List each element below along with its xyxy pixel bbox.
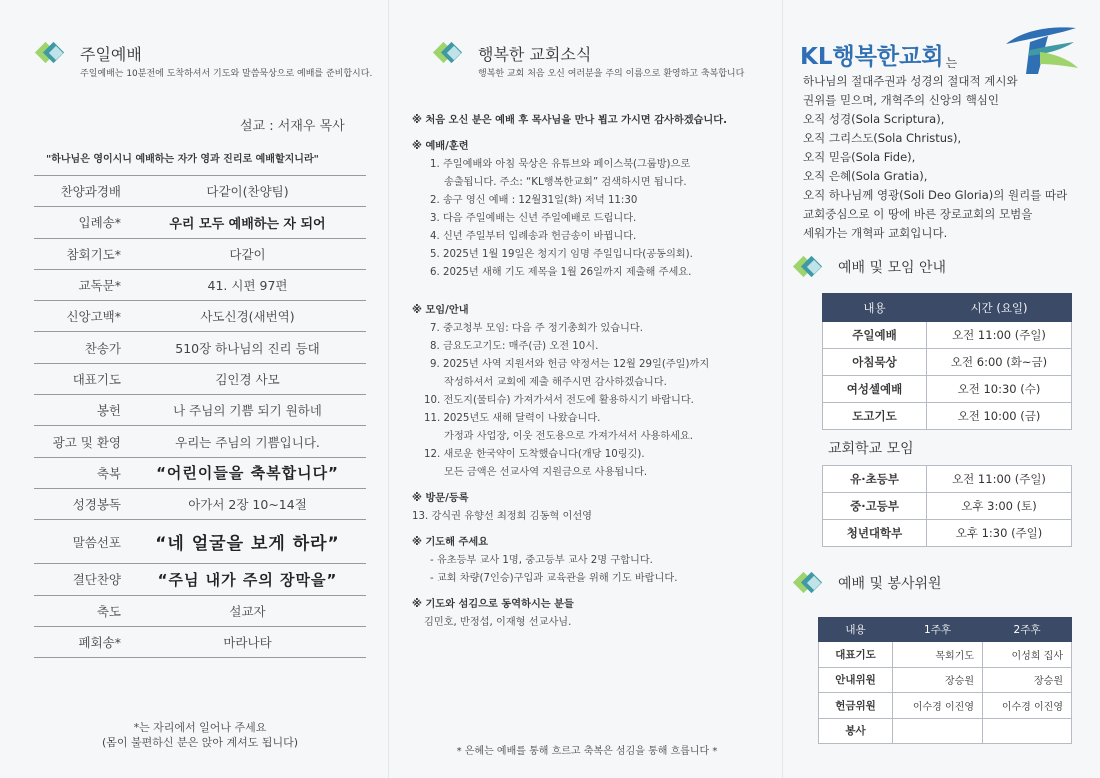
sunday-worship-header bbox=[36, 40, 142, 66]
news-item: 5. 2025년 1월 19일은 청지기 임명 주일입니다(공동의회). bbox=[430, 249, 693, 260]
order-value: 아가서 2장 10~14절 bbox=[188, 497, 307, 513]
order-value: “어린이들을 축복합니다” bbox=[156, 464, 339, 483]
creed-line: 오직 그리스도(Sola Christus), bbox=[803, 131, 962, 145]
visit-heading: ※ 방문/등록 bbox=[412, 493, 469, 504]
table-row bbox=[819, 718, 1072, 744]
order-key: 참회기도* bbox=[66, 246, 121, 262]
prayer-item: - 교회 차량(7인승)구입과 교육관을 위해 기도 바랍니다. bbox=[430, 573, 678, 584]
welcome-note: ※ 처음 오신 분은 예배 후 목사님을 만나 뵙고 가시면 감사하겠습니다. bbox=[412, 115, 727, 126]
guide-time: 오전 10:30 (수) bbox=[927, 376, 1072, 403]
mission-heading: ※ 기도와 섬김으로 동역하시는 분들 bbox=[412, 599, 574, 610]
order-key: 축복 bbox=[96, 465, 121, 481]
creed-line: 교회중심으로 이 땅에 바른 장로교회의 모범을 bbox=[803, 207, 1033, 221]
order-row bbox=[34, 269, 366, 300]
news-item: 13. 강식권 유향선 최정희 김동혁 이선영 bbox=[412, 511, 593, 522]
news-item: 9. 2025년 사역 지원서와 헌금 약정서는 12월 29일(주일)까지 bbox=[430, 359, 710, 370]
table-row bbox=[823, 466, 1072, 493]
order-value: 510장 하나님의 진리 등대 bbox=[175, 340, 320, 356]
diamond-icon bbox=[36, 40, 70, 66]
table-row bbox=[819, 693, 1072, 719]
order-row bbox=[34, 520, 366, 564]
order-value: 마라나타 bbox=[223, 635, 272, 650]
creed-line: 오직 하나님께 영광(Soli Deo Gloria)의 원리를 따라 bbox=[803, 188, 1068, 202]
news-item: 4. 신년 주일부터 입례송과 헌금송이 바뀝니다. bbox=[430, 231, 637, 242]
guide-time: 오전 6:00 (화~금) bbox=[927, 349, 1072, 376]
order-key: 신앙고백* bbox=[66, 309, 121, 325]
service-week1: 목회기도 bbox=[893, 642, 983, 668]
school-name: 유·초등부 bbox=[823, 466, 927, 493]
order-key: 찬송가 bbox=[84, 340, 121, 356]
order-row bbox=[34, 564, 366, 595]
order-row bbox=[34, 488, 366, 519]
service-name: 대표기도 bbox=[819, 642, 893, 668]
service-week1 bbox=[893, 718, 983, 744]
guide-time: 오전 11:00 (주일) bbox=[927, 322, 1072, 349]
service-header bbox=[794, 570, 942, 596]
diamond-icon bbox=[434, 40, 468, 66]
worship-guide-title: 예배 및 모임 안내 bbox=[838, 260, 947, 276]
guide-name: 주일예배 bbox=[823, 322, 927, 349]
order-row bbox=[34, 207, 366, 238]
order-row bbox=[34, 176, 366, 207]
order-key: 결단찬양 bbox=[72, 572, 121, 588]
order-row bbox=[34, 595, 366, 626]
order-value: 사도신경(새번역) bbox=[200, 309, 295, 325]
creed-line: 세워가는 개혁파 교회입니다. bbox=[803, 226, 948, 240]
order-row bbox=[34, 457, 366, 488]
order-row bbox=[34, 238, 366, 269]
service-title: 예배 및 봉사위원 bbox=[838, 576, 942, 592]
order-value: 나 주님의 기쁨 되기 원하네 bbox=[173, 403, 322, 419]
church-news-header bbox=[434, 40, 591, 66]
order-value: 김인경 사모 bbox=[215, 371, 280, 387]
fold-line-right bbox=[782, 0, 783, 778]
order-key: 폐회송* bbox=[78, 635, 121, 650]
order-value: 설교자 bbox=[229, 603, 266, 619]
news-item: 10. 전도지(물티슈) 가져가셔서 전도에 활용하시기 바랍니다. bbox=[424, 395, 694, 406]
table-row bbox=[823, 403, 1072, 430]
table-row bbox=[819, 642, 1072, 668]
church-name-text: KL행복한교회 bbox=[800, 44, 944, 70]
table-row bbox=[823, 376, 1072, 403]
service-table bbox=[818, 617, 1072, 744]
creed-line: 하나님의 절대주권과 성경의 절대적 계시와 bbox=[803, 74, 1018, 88]
column-header: 내용 bbox=[819, 618, 893, 642]
school-time: 오전 11:00 (주일) bbox=[927, 466, 1072, 493]
school-time: 오후 1:30 (주일) bbox=[927, 520, 1072, 547]
school-name: 청년대학부 bbox=[823, 520, 927, 547]
order-value: 다같이 bbox=[229, 246, 266, 262]
order-value: 41. 시편 97편 bbox=[207, 278, 288, 294]
order-value: “네 얼굴을 보게 하라” bbox=[155, 534, 340, 555]
service-name: 봉사 bbox=[819, 718, 893, 744]
table-row bbox=[823, 520, 1072, 547]
news-item: 2. 송구 영신 예배 : 12월31일(화) 저녁 11:30 bbox=[430, 195, 638, 206]
creed-line: 오직 은혜(Sola Gratia), bbox=[803, 169, 928, 183]
news-item: 1. 주일예배와 아침 묵상은 유튜브와 페이스북(그룹방)으로 bbox=[430, 159, 691, 170]
service-name: 헌금위원 bbox=[819, 693, 893, 719]
order-row bbox=[34, 395, 366, 426]
service-week2: 이성희 집사 bbox=[983, 642, 1072, 668]
service-week1: 이수경 이진영 bbox=[893, 693, 983, 719]
order-key: 성경봉독 bbox=[72, 497, 121, 513]
order-key: 교독문* bbox=[78, 278, 121, 294]
diamond-icon bbox=[794, 254, 828, 280]
diamond-icon bbox=[794, 570, 828, 596]
sunday-worship-title: 주일예배 bbox=[80, 44, 142, 64]
news-item: 12. 새로운 한국약이 도착했습니다(개당 10링깃). bbox=[424, 449, 645, 460]
order-row bbox=[34, 332, 366, 363]
order-of-worship-table bbox=[34, 175, 366, 658]
service-name: 안내위원 bbox=[819, 667, 893, 693]
school-table bbox=[822, 465, 1072, 547]
school-title: 교회학교 모임 bbox=[828, 441, 914, 457]
footnote-line-1: *는 자리에서 일어나 주세요 bbox=[133, 721, 267, 734]
order-value: “주님 내가 주의 장막을” bbox=[157, 570, 338, 589]
news-item: 모든 금액은 선교사역 지원금으로 사용됩니다. bbox=[444, 467, 648, 478]
guide-name: 여성셀예배 bbox=[823, 376, 927, 403]
church-name bbox=[800, 38, 957, 71]
table-row bbox=[823, 349, 1072, 376]
guide-time: 오전 10:00 (금) bbox=[927, 403, 1072, 430]
guide-name: 아침묵상 bbox=[823, 349, 927, 376]
scripture-quote: "하나님은 영이시니 예배하는 자가 영과 진리로 예배할지니라" bbox=[46, 154, 319, 165]
church-news-body bbox=[412, 112, 762, 632]
order-key: 찬양과경배 bbox=[60, 184, 121, 200]
column-header: 2주후 bbox=[983, 618, 1072, 642]
service-week2: 장승원 bbox=[983, 667, 1072, 693]
news-item: 작성하셔서 교회에 제출 해주시면 감사하겠습니다. bbox=[444, 377, 667, 388]
column-header: 1주후 bbox=[893, 618, 983, 642]
news-item: 7. 중고청부 모임: 다음 주 정기총회가 있습니다. bbox=[430, 323, 643, 334]
church-logo-icon bbox=[1000, 24, 1080, 76]
order-value: 우리는 주님의 기쁨입니다. bbox=[175, 434, 320, 450]
prayer-heading: ※ 기도해 주세요 bbox=[412, 537, 489, 548]
order-key: 대표기도 bbox=[72, 371, 121, 387]
footnote bbox=[34, 720, 366, 750]
service-week2: 이수경 이진영 bbox=[983, 693, 1072, 719]
table-row bbox=[823, 493, 1072, 520]
table-row bbox=[823, 322, 1072, 349]
column-header: 내용 bbox=[823, 294, 927, 322]
order-row bbox=[34, 426, 366, 457]
column-header: 시간 (요일) bbox=[927, 294, 1072, 322]
sunday-worship-subtitle: 주일예배는 10분전에 도착하셔서 기도와 말씀묵상으로 예배를 준비합시다. bbox=[80, 69, 373, 79]
news-item: 송출됩니다. 주소: “KL행복한교회” 검색하시면 됩니다. bbox=[444, 177, 687, 188]
church-creed bbox=[803, 72, 1067, 243]
service-week2 bbox=[983, 718, 1072, 744]
table-row bbox=[819, 667, 1072, 693]
order-value: 다같이(찬양팀) bbox=[206, 184, 289, 200]
sermon-by: 설교 : 서재우 목사 bbox=[240, 119, 345, 134]
news-item: 6. 2025년 새해 기도 제목을 1월 26일까지 제출해 주세요. bbox=[430, 267, 692, 278]
order-key: 봉헌 bbox=[96, 403, 121, 419]
order-key: 말씀선포 bbox=[72, 534, 121, 550]
worship-guide-header bbox=[794, 254, 946, 280]
news-item: 8. 금요도고기도: 매주(금) 오전 10시. bbox=[430, 341, 599, 352]
school-time: 오후 3:00 (토) bbox=[927, 493, 1072, 520]
creed-line: 오직 믿음(Sola Fide), bbox=[803, 150, 916, 164]
service-week1: 장승원 bbox=[893, 667, 983, 693]
school-name: 중·고등부 bbox=[823, 493, 927, 520]
church-name-suffix: 는 bbox=[945, 56, 958, 70]
mission-item: 김민호, 반정섭, 이재형 선교사님. bbox=[424, 617, 572, 628]
news-item: 3. 다음 주일예배는 신년 주일예배로 드립니다. bbox=[430, 213, 637, 224]
worship-heading: ※ 예배/훈련 bbox=[412, 141, 469, 152]
news-item: 가정과 사업장, 이웃 전도용으로 가져가셔서 사용하세요. bbox=[444, 431, 694, 442]
church-news-subtitle: 행복한 교회 처음 오신 여러분을 주의 이름으로 환영하고 축복합니다 bbox=[478, 69, 745, 79]
order-key: 축도 bbox=[96, 603, 121, 619]
worship-guide-table bbox=[822, 293, 1072, 430]
creed-line: 오직 성경(Sola Scriptura), bbox=[803, 112, 945, 126]
news-item: 11. 2025년도 새해 달력이 나왔습니다. bbox=[424, 413, 601, 424]
guide-name: 도고기도 bbox=[823, 403, 927, 430]
order-row bbox=[34, 626, 366, 657]
creed-line: 권위를 믿으며, 개혁주의 신앙의 핵심인 bbox=[803, 93, 1000, 107]
prayer-item: - 유초등부 교사 1명, 중고등부 교사 2명 구합니다. bbox=[430, 555, 653, 566]
order-key: 광고 및 환영 bbox=[52, 434, 121, 450]
fold-line-left bbox=[388, 0, 389, 778]
order-value: 우리 모두 예배하는 자 되어 bbox=[169, 216, 326, 232]
news-footer: * 은혜는 예배를 통해 흐르고 축복은 섬김을 통해 흐릅니다 * bbox=[456, 746, 718, 757]
church-news-title: 행복한 교회소식 bbox=[478, 44, 592, 64]
footnote-line-2: (몸이 불편하신 분은 앉아 계셔도 됩니다) bbox=[101, 736, 299, 749]
meeting-heading: ※ 모임/안내 bbox=[412, 305, 469, 316]
order-row bbox=[34, 301, 366, 332]
order-key: 입례송* bbox=[78, 215, 121, 231]
order-row bbox=[34, 363, 366, 394]
